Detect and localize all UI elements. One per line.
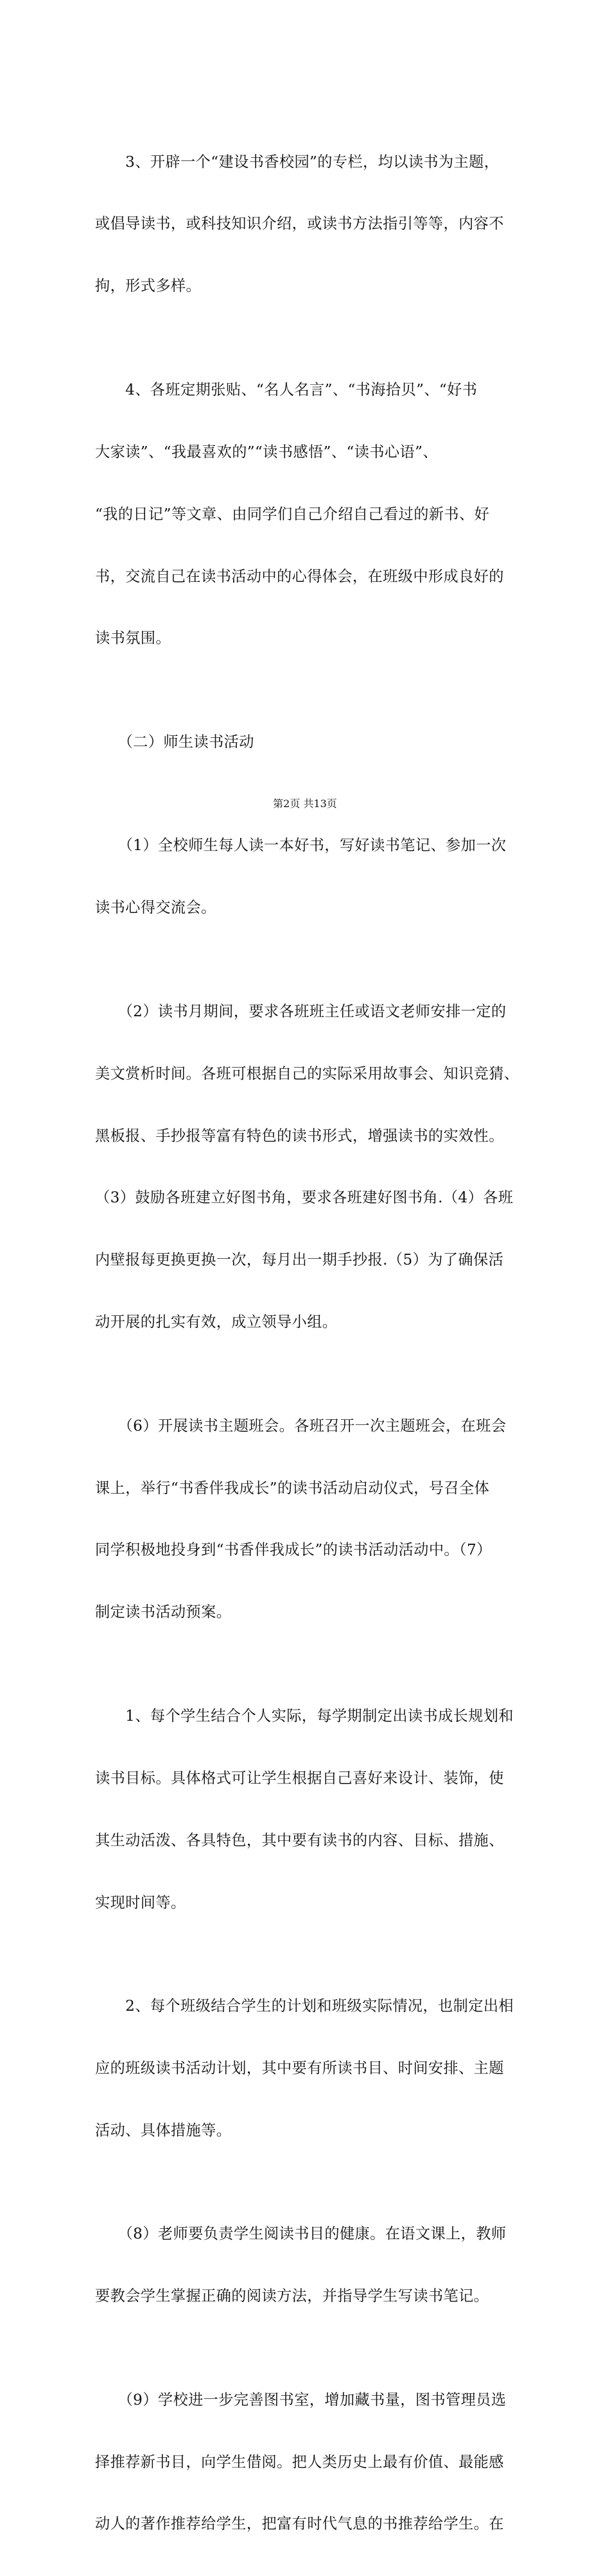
text-line: （6）开展读书主题班会。各班召开一次主题班会，在班会 [95,1417,507,1435]
text-line: （9）学校进一步完善图书室，增加藏书量，图书管理员选 [95,2391,507,2409]
page-number-label: 第2页 共13页 [273,798,337,810]
paragraph-point-2 [95,960,534,1374]
text-line: （1）全校师生每人读一本好书，写好读书笔记、参加一次 [95,837,507,855]
text-line: 大家读”、“我最喜欢的”“读书感悟”、“读书心语”、 [95,443,438,461]
paragraph-point-1 [95,794,534,960]
text-line: 内壁报每更换更换一次，每月出一期手抄报.（5）为了确保活 [95,1251,504,1269]
paragraph-item-3 [95,110,534,338]
text-line: （2）读书月期间，要求各班班主任或语文老师安排一定的 [95,1002,507,1020]
text-line: 课上，举行“书香伴我成长”的读书活动启动仪式，号召全体 [95,1479,490,1497]
text-line: 读书目标。具体格式可让学生根据自己喜好来设计、装饰，使 [95,1769,504,1787]
text-line: 择推荐新书目，向学生借阅。把人类历史上最有价值、最能感 [95,2453,504,2471]
paragraph-point-6 [95,1374,534,1664]
text-line: （二）师生读书活动 [95,733,254,751]
paragraph-point-8 [95,2183,534,2348]
text-line: 书，交流自己在读书活动中的心得体会，在班级中形成良好的 [95,567,504,585]
paragraph-item-4 [95,338,534,690]
section-heading [95,690,534,794]
paragraph-plan-2 [95,1954,534,2182]
text-line: 制定读书活动预案。 [95,1603,232,1621]
text-line: 同学积极地投身到“书香伴我成长”的读书活动活动中。（7） [95,1541,492,1559]
text-line: 或倡导读书，或科技知识介绍，或读书方法指引等等，内容不 [95,215,504,233]
text-line: 黑板报、手抄报等富有特色的读书形式，增强读书的实效性。 [95,1127,504,1145]
text-line: 2、每个班级结合学生的计划和班级实际情况，也制定出相 [95,1997,514,2015]
paragraph-point-9 [95,2348,534,2576]
text-line: 其生动活泼、各具特色，其中要有读书的内容、目标、措施、 [95,1831,504,1849]
text-line: 4、各班定期张贴、“名人名言”、“书海拾贝”、“好书 [95,380,478,398]
text-line: 读书氛围。 [95,629,171,647]
text-line: 动人的著作推荐给学生，把富有时代气息的书推荐给学生。在 [95,2515,504,2533]
text-line: 拘，形式多样。 [95,277,202,295]
text-line: （8）老师要负责学生阅读书目的健康。在语文课上，教师 [95,2225,507,2243]
text-line: 应的班级读书活动计划，其中要有所读书目、时间安排、主题 [95,2059,504,2077]
paragraph-plan-1 [95,1664,534,1954]
text-line: （3）鼓励各班建立好图书角，要求各班建好图书角.（4）各班 [95,1189,514,1207]
text-line: 1、每个学生结合个人实际，每学期制定出读书成长规划和 [95,1707,514,1725]
page-number-footer [0,796,610,810]
document-body [95,110,534,2576]
text-line: 实现时间等。 [95,1893,186,1911]
text-line: 美文赏析时间。各班可根据自己的实际采用故事会、知识竞猜、 [95,1064,519,1082]
text-line: 3、开辟一个“建设书香校园”的专栏，均以读书为主题， [95,153,500,171]
text-line: 要教会学生掌握正确的阅读方法，并指导学生写读书笔记。 [95,2287,489,2305]
text-line: “我的日记”等文章、由同学们自己介绍自己看过的新书、好 [95,505,490,523]
text-line: 活动、具体措施等。 [95,2121,232,2139]
text-line: 动开展的扎实有效，成立领导小组。 [95,1313,338,1331]
text-line: 读书心得交流会。 [95,899,216,917]
